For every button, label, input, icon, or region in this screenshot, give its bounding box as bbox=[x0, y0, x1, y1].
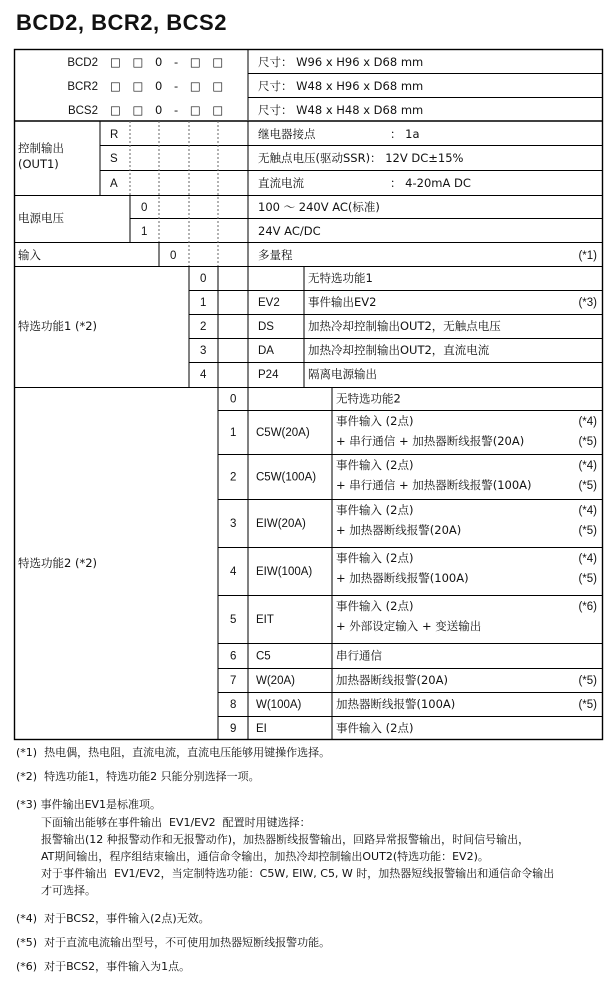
option2-code: 4 bbox=[230, 566, 237, 578]
control-desc-s: 无触点电压(驱动SSR)： 12V DC±15% bbox=[258, 151, 464, 165]
option2-desc: 事件输入 (2点) bbox=[336, 503, 414, 517]
input-note: (*1) bbox=[578, 250, 597, 262]
control-output-label2: (OUT1) bbox=[18, 157, 59, 171]
option1-code: 1 bbox=[200, 297, 207, 309]
option2-note: (*5) bbox=[578, 525, 597, 537]
option2-model: W(20A) bbox=[256, 675, 295, 687]
option2-note: (*4) bbox=[578, 505, 597, 517]
option2-note: (*5) bbox=[578, 573, 597, 585]
option2-code: 0 bbox=[230, 393, 237, 406]
option1-code: 3 bbox=[200, 345, 207, 357]
option2-desc: 事件输入 (2点) bbox=[336, 414, 414, 428]
option1-desc: 事件输出EV2 bbox=[308, 295, 377, 309]
option2-desc: 串行通信 bbox=[336, 648, 382, 663]
option2-model: EIT bbox=[256, 614, 274, 626]
option2-desc: 加热器断线报警(20A) bbox=[336, 673, 448, 687]
footnote-1: (*1) 热电偶，热电阻，直流电流，直流电压能够用键操作选择。 bbox=[16, 746, 331, 759]
model-size-bcr2: 尺寸： W48 x H96 x D68 mm bbox=[258, 79, 424, 93]
footnote-3-line: 对于事件输出 EV1/EV2，当定制特选功能：C5W, EIW, C5, W 时，加热器短线报警输出和通信命令输出 bbox=[41, 867, 555, 880]
option2-note: (*4) bbox=[578, 460, 597, 472]
control-code-r: R bbox=[110, 129, 119, 141]
control-value-r: ： 1a bbox=[390, 127, 420, 141]
option2-model: C5 bbox=[256, 650, 271, 663]
input-code: 0 bbox=[170, 250, 177, 262]
model-code-bcd2: □ □ 0 - □ □ bbox=[110, 55, 224, 69]
option1-desc: 无特选功能1 bbox=[308, 271, 373, 285]
footnote-3-line: 下面输出能够在事件输出 EV1/EV2 配置时用键选择： bbox=[41, 816, 311, 829]
footnote-4: (*4) 对于BCS2，事件输入(2点)无效。 bbox=[16, 912, 210, 925]
option2-model: W(100A) bbox=[256, 699, 302, 711]
footnote-3: (*3) 事件输出EV1是标准项。 bbox=[16, 798, 162, 811]
option1-model: DS bbox=[258, 321, 274, 333]
option2-model: EIW(100A) bbox=[256, 566, 313, 578]
option2-note: (*5) bbox=[578, 436, 597, 448]
model-size-bcd2: 尺寸： W96 x H96 x D68 mm bbox=[258, 55, 424, 69]
option1-code: 4 bbox=[200, 369, 207, 381]
option2-code: 3 bbox=[230, 518, 237, 530]
model-code-bcs2: □ □ 0 - □ □ bbox=[110, 103, 224, 117]
option2-code: 2 bbox=[230, 471, 237, 484]
option2-code: 7 bbox=[230, 675, 237, 687]
option2-model: C5W(20A) bbox=[256, 427, 310, 439]
option2-desc: 事件输入 (2点) bbox=[336, 721, 414, 735]
option2-code: 8 bbox=[230, 699, 237, 711]
option2-note: (*4) bbox=[578, 553, 597, 565]
model-size-bcs2: 尺寸： W48 x H48 x D68 mm bbox=[258, 103, 424, 117]
option2-desc: 事件输入 (2点) bbox=[336, 551, 414, 565]
footnote-3-line: AT期间输出，程序组结束输出，通信命令输出，加热冷却控制输出OUT2(特选功能：EV2)。 bbox=[41, 850, 489, 863]
option2-code: 6 bbox=[230, 650, 237, 663]
option2-note: (*5) bbox=[578, 480, 597, 492]
option2-desc-line2: + 加热器断线报警(100A) bbox=[336, 571, 469, 585]
footnote-5: (*5) 对于直流电流输出型号，不可使用加热器短断线报警功能。 bbox=[16, 936, 331, 949]
option2-label: 特选功能2 (*2) bbox=[18, 556, 98, 570]
option2-code: 1 bbox=[230, 427, 237, 439]
option2-model: EIW(20A) bbox=[256, 518, 306, 530]
footnote-3-line: 才可选择。 bbox=[41, 884, 96, 897]
model-name-bcd2: BCD2 bbox=[67, 57, 98, 69]
footnote-3-line: 报警输出(12 种报警动作和无报警动作)，加热器断线报警输出，回路异常报警输出，时间信号输出， bbox=[41, 833, 530, 846]
option1-model: EV2 bbox=[258, 297, 280, 309]
option2-desc: 加热器断线报警(100A) bbox=[336, 697, 456, 711]
model-name-bcs2: BCS2 bbox=[67, 105, 98, 117]
option2-desc: 无特选功能2 bbox=[336, 391, 401, 406]
option2-desc: 事件输入 (2点) bbox=[336, 599, 414, 613]
control-output-label: 控制输出 bbox=[18, 141, 64, 155]
input-desc: 多量程 bbox=[258, 248, 293, 262]
model-name-bcr2: BCR2 bbox=[67, 81, 98, 93]
option1-desc: 加热冷却控制输出OUT2，直流电流 bbox=[308, 343, 490, 357]
option2-desc-line2: + 外部设定输入 + 变送输出 bbox=[336, 619, 482, 633]
option1-model: P24 bbox=[258, 369, 279, 381]
footnote-2: (*2) 特选功能1，特选功能2 只能分别选择一项。 bbox=[16, 770, 260, 783]
power-desc-0: 100 ～ 240V AC(标准) bbox=[258, 200, 380, 214]
power-label: 电源电压 bbox=[18, 211, 64, 225]
page-title: BCD2, BCR2, BCS2 bbox=[16, 10, 227, 35]
model-code-bcr2: □ □ 0 - □ □ bbox=[110, 79, 224, 93]
option1-code: 0 bbox=[200, 273, 207, 285]
option1-note: (*3) bbox=[578, 297, 597, 309]
option2-note: (*4) bbox=[578, 416, 597, 428]
option1-label: 特选功能1 (*2) bbox=[18, 319, 98, 333]
control-code-a: A bbox=[110, 178, 118, 190]
footnote-6: (*6) 对于BCS2，事件输入为1点。 bbox=[16, 960, 191, 973]
control-code-s: S bbox=[110, 153, 118, 165]
control-desc-r: 继电器接点 bbox=[258, 127, 316, 141]
option2-desc-line2: + 串行通信 + 加热器断线报警(100A) bbox=[336, 478, 532, 492]
option2-note: (*6) bbox=[578, 601, 597, 613]
option2-model: C5W(100A) bbox=[256, 471, 317, 484]
power-code-1: 1 bbox=[141, 226, 148, 238]
power-desc-1: 24V AC/DC bbox=[258, 224, 321, 238]
option2-desc-line2: + 串行通信 + 加热器断线报警(20A) bbox=[336, 434, 525, 448]
option1-model: DA bbox=[258, 345, 274, 357]
option1-desc: 加热冷却控制输出OUT2，无触点电压 bbox=[308, 319, 501, 333]
control-desc-a: 直流电流 bbox=[258, 176, 304, 190]
power-code-0: 0 bbox=[141, 202, 148, 214]
option1-desc: 隔离电源输出 bbox=[308, 367, 377, 381]
input-label: 输入 bbox=[18, 248, 41, 262]
option2-code: 9 bbox=[230, 723, 237, 735]
option2-note: (*5) bbox=[578, 675, 597, 687]
control-value-a: ： 4-20mA DC bbox=[390, 176, 471, 190]
option1-code: 2 bbox=[200, 321, 207, 333]
option2-desc: 事件输入 (2点) bbox=[336, 458, 414, 472]
option2-note: (*5) bbox=[578, 699, 597, 711]
option2-desc-line2: + 加热器断线报警(20A) bbox=[336, 523, 462, 537]
option2-code: 5 bbox=[230, 614, 237, 626]
option2-model: EI bbox=[256, 723, 267, 735]
